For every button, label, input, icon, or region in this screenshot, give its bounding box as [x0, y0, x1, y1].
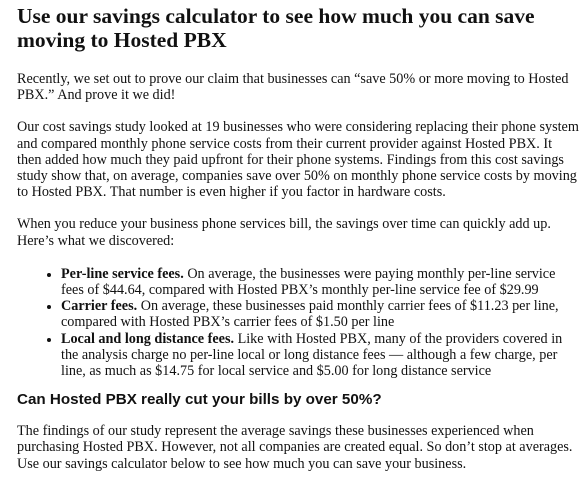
page-title: Use our savings calculator to see how much you can save moving to Hosted PBX: [17, 4, 535, 52]
savings-paragraph: When you reduce your business phone services bill, the savings over time can quickly add up. Here’s what we discovered:: [17, 216, 551, 249]
list-item: [61, 298, 580, 330]
conclusion-paragraph: The findings of our study represent the average savings these businesses experienced when purchasing Hosted PBX. However, not all companies are created equal. So don’t stop at averages. Use our savings calculator below to see how much you can save your business.: [17, 423, 573, 472]
study-paragraph: Our cost savings study looked at 19 businesses who were considering replacing their phone system and compared monthly phone service costs from their current provider against Hosted PBX. It then added how much they paid upfront for their phone systems. Findings from this cost savings study show that, on average, companies save over 50% on monthly phone service costs by moving to Hosted PBX. That number is even higher if you factor in hardware costs.: [17, 119, 579, 201]
list-item: [61, 266, 580, 298]
finding-label: Local and long distance fees.: [61, 330, 235, 347]
findings-list: [17, 266, 580, 379]
finding-text: On average, these businesses paid monthly carrier fees of $11.23 per line, compared with Hosted PBX’s carrier fees of $1.50 per line: [61, 298, 559, 331]
finding-text: Like with Hosted PBX, many of the providers covered in the analysis charge no per-line local or long distance fees — although a few charge, per line, as much as $14.75 for local service and $5.00 for long distance service: [61, 330, 563, 380]
section-heading: Can Hosted PBX really cut your bills by over 50%?: [17, 391, 382, 409]
intro-paragraph: Recently, we set out to prove our claim that businesses can “save 50% or more moving to Hosted PBX.” And prove it we did!: [17, 71, 569, 104]
list-item: [61, 331, 580, 380]
article: [0, 4, 586, 472]
finding-text: On average, the businesses were paying monthly per-line service fees of $44.64, compared with Hosted PBX’s monthly per-line service fee of $29.99: [61, 265, 556, 299]
finding-label: Carrier fees.: [61, 298, 138, 315]
finding-label: Per-line service fees.: [61, 265, 184, 282]
